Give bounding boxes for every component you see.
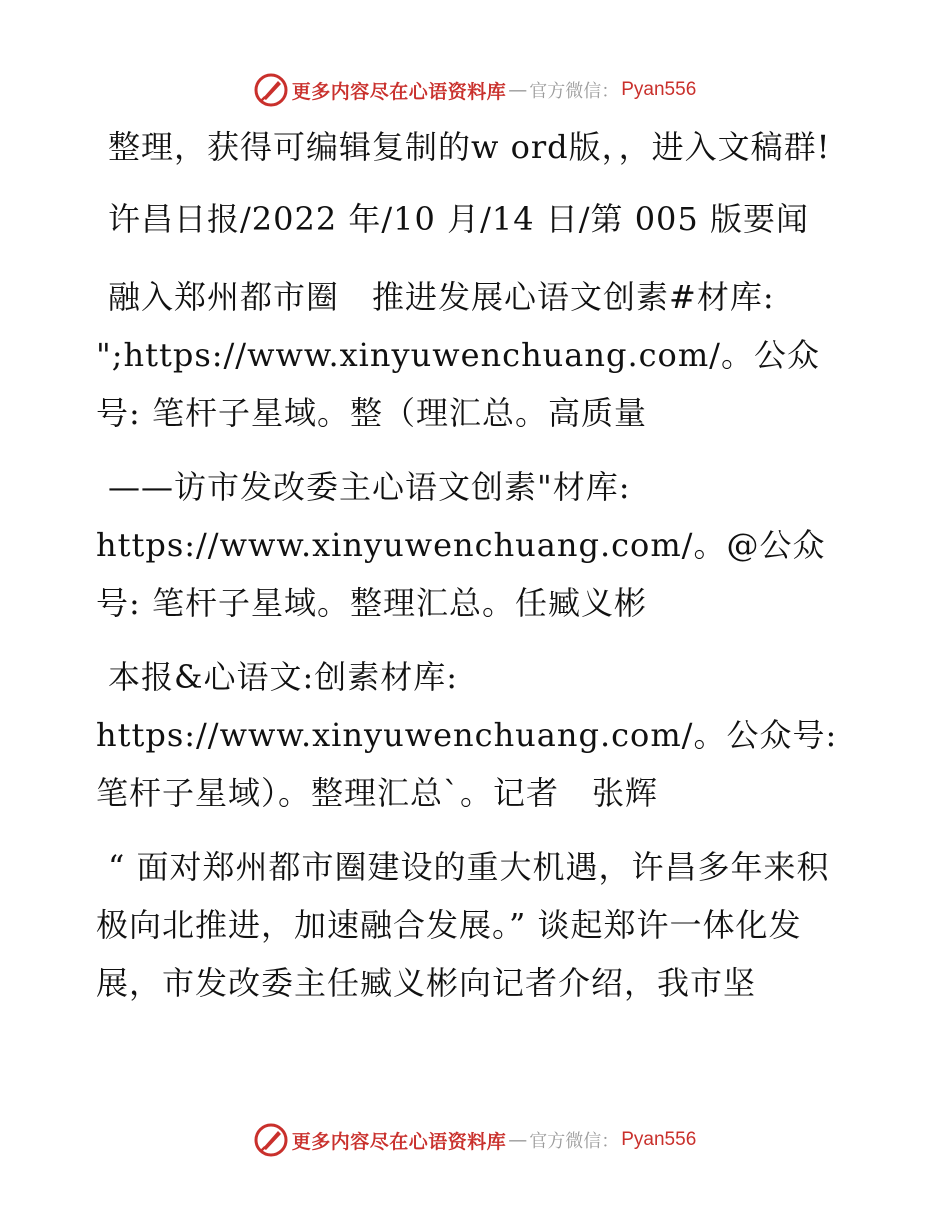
quill-pen-logo-icon (254, 73, 288, 107)
paragraph: 整理，获得可编辑复制的w ord版，，进入文稿群! (108, 128, 831, 166)
document-body (96, 118, 856, 1030)
banner-wechat-label: 官方微信： (529, 81, 620, 102)
banner-dash: — (508, 79, 528, 101)
dateline: 许昌日报/2022 年/10 月/14 日/第 005 版要闻 (108, 200, 809, 238)
byline: 本报&心语文:创素材库: https://www.xinyuwenchuang.com/。公众号: 笔杆子星域）。整理汇总`。记者 张辉 (96, 658, 838, 812)
banner-title: 更多内容尽在心语资料库 (291, 1130, 507, 1153)
footer-watermark-banner (0, 1120, 950, 1160)
article-title: 融入郑州都市圈 推进发展心语文创素#材库: ";https://www.xinyuwenchuang.com/。公众号: 笔杆子星域。整（理汇总。高质量 (96, 278, 820, 432)
article-subtitle: ——访市发改委主心语文创素"材库: https://www.xinyuwenchuang.com/。@公众号: 笔杆子星域。整理汇总。任臧义彬 (96, 468, 826, 622)
banner-wechat-id: Pyan556 (621, 79, 697, 100)
banner-wechat-id: Pyan556 (621, 1129, 697, 1150)
banner-dash: — (508, 1129, 528, 1151)
banner-wechat-label: 官方微信： (529, 1131, 620, 1152)
banner-title: 更多内容尽在心语资料库 (291, 80, 507, 103)
header-watermark-banner (0, 70, 950, 110)
quill-pen-logo-icon (254, 1123, 288, 1157)
paragraph: “ 面对郑州都市圈建设的重大机遇，许昌多年来积极向北推进，加速融合发展。” 谈起郑许一体化发展，市发改委主任臧义彬向记者介绍，我市坚 (96, 848, 830, 1002)
